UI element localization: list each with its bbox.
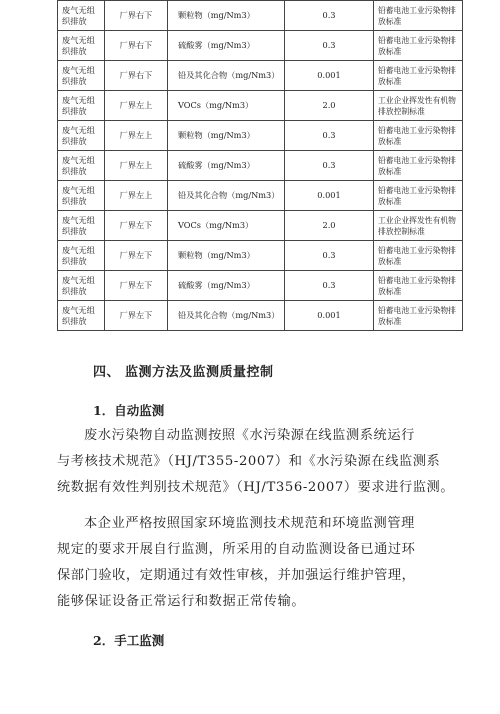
paragraph-line: 能够保证设备正常运行和数据正常传输。: [57, 594, 306, 609]
standard-cell: 铅蓄电池工业污染物排放标准: [374, 121, 463, 151]
limit-value-cell: 2.0: [285, 91, 374, 121]
location-cell: 厂界左上: [105, 121, 168, 151]
limit-value-cell: 0.001: [285, 301, 374, 331]
location-cell: 厂界右下: [105, 1, 168, 31]
emission-type-cell: 废气无组织排放: [58, 61, 105, 91]
location-cell: 厂界左下: [105, 301, 168, 331]
emission-type-cell: 废气无组织排放: [58, 301, 105, 331]
standard-cell: 铅蓄电池工业污染物排放标准: [374, 1, 463, 31]
pollutant-cell: VOCs（mg/Nm3）: [168, 211, 285, 241]
table-row: [58, 1, 463, 31]
paragraph-line: 统数据有效性判别技术规范》（HJ/T356-2007）要求进行监测。: [57, 480, 455, 495]
emission-type-cell: 废气无组织排放: [58, 271, 105, 301]
emission-type-cell: 废气无组织排放: [58, 241, 105, 271]
pollutant-cell: 颗粒物（mg/Nm3）: [168, 1, 285, 31]
subsection-heading-auto: 1．自动监测: [93, 403, 165, 418]
location-cell: 厂界右下: [105, 61, 168, 91]
standard-cell: 铅蓄电池工业污染物排放标准: [374, 61, 463, 91]
emission-type-cell: 废气无组织排放: [58, 31, 105, 61]
location-cell: 厂界左下: [105, 271, 168, 301]
paragraph-line: 与考核技术规范》（HJ/T355-2007）和《水污染源在线监测系: [57, 454, 441, 469]
table-row: [58, 121, 463, 151]
pollutant-cell: VOCs（mg/Nm3）: [168, 91, 285, 121]
limit-value-cell: 0.3: [285, 241, 374, 271]
paragraph-line: 保部门验收，定期通过有效性审核，并加强运行维护管理，: [57, 568, 416, 583]
paragraph-auto-monitoring: [57, 423, 457, 501]
table-row: [58, 91, 463, 121]
paragraph-enterprise-commitment: [57, 511, 457, 615]
section-heading: 四、 监测方法及监测质量控制: [93, 365, 274, 380]
pollutant-cell: 硫酸雾（mg/Nm3）: [168, 151, 285, 181]
pollutant-cell: 硫酸雾（mg/Nm3）: [168, 271, 285, 301]
monitoring-table: [57, 0, 463, 331]
table-row: [58, 181, 463, 211]
emission-type-cell: 废气无组织排放: [58, 181, 105, 211]
location-cell: 厂界左上: [105, 151, 168, 181]
emission-type-cell: 废气无组织排放: [58, 91, 105, 121]
limit-value-cell: 0.3: [285, 271, 374, 301]
table-row: [58, 241, 463, 271]
standard-cell: 铅蓄电池工业污染物排放标准: [374, 151, 463, 181]
paragraph-line: 本企业严格按照国家环境监测技术规范和环境监测管理: [84, 516, 415, 531]
standard-cell: 工业企业挥发性有机物排放控制标准: [374, 211, 463, 241]
pollutant-cell: 颗粒物（mg/Nm3）: [168, 121, 285, 151]
limit-value-cell: 0.001: [285, 181, 374, 211]
standard-cell: 铅蓄电池工业污染物排放标准: [374, 181, 463, 211]
standard-cell: 铅蓄电池工业污染物排放标准: [374, 241, 463, 271]
standard-cell: 铅蓄电池工业污染物排放标准: [374, 31, 463, 61]
emission-type-cell: 废气无组织排放: [58, 211, 105, 241]
table-row: [58, 271, 463, 301]
table-row: [58, 211, 463, 241]
limit-value-cell: 0.3: [285, 31, 374, 61]
limit-value-cell: 0.3: [285, 151, 374, 181]
pollutant-cell: 硫酸雾（mg/Nm3）: [168, 31, 285, 61]
limit-value-cell: 0.3: [285, 1, 374, 31]
pollutant-cell: 铅及其化合物（mg/Nm3）: [168, 61, 285, 91]
pollutant-cell: 颗粒物（mg/Nm3）: [168, 241, 285, 271]
location-cell: 厂界右下: [105, 31, 168, 61]
pollutant-cell: 铅及其化合物（mg/Nm3）: [168, 181, 285, 211]
limit-value-cell: 2.0: [285, 211, 374, 241]
standard-cell: 工业企业挥发性有机物排放控制标准: [374, 91, 463, 121]
paragraph-line: 废水污染物自动监测按照《水污染源在线监测系统运行: [84, 428, 415, 443]
table-row: [58, 301, 463, 331]
paragraph-line: 规定的要求开展自行监测，所采用的自动监测设备已通过环: [57, 542, 416, 557]
limit-value-cell: 0.3: [285, 121, 374, 151]
standard-cell: 铅蓄电池工业污染物排放标准: [374, 301, 463, 331]
table-row: [58, 31, 463, 61]
table-row: [58, 61, 463, 91]
location-cell: 厂界左上: [105, 91, 168, 121]
limit-value-cell: 0.001: [285, 61, 374, 91]
location-cell: 厂界左下: [105, 241, 168, 271]
location-cell: 厂界左下: [105, 211, 168, 241]
standard-cell: 铅蓄电池工业污染物排放标准: [374, 271, 463, 301]
emission-type-cell: 废气无组织排放: [58, 151, 105, 181]
pollutant-cell: 铅及其化合物（mg/Nm3）: [168, 301, 285, 331]
location-cell: 厂界左上: [105, 181, 168, 211]
subsection-heading-manual: 2．手工监测: [93, 633, 165, 648]
table-row: [58, 151, 463, 181]
emission-type-cell: 废气无组织排放: [58, 1, 105, 31]
emission-type-cell: 废气无组织排放: [58, 121, 105, 151]
